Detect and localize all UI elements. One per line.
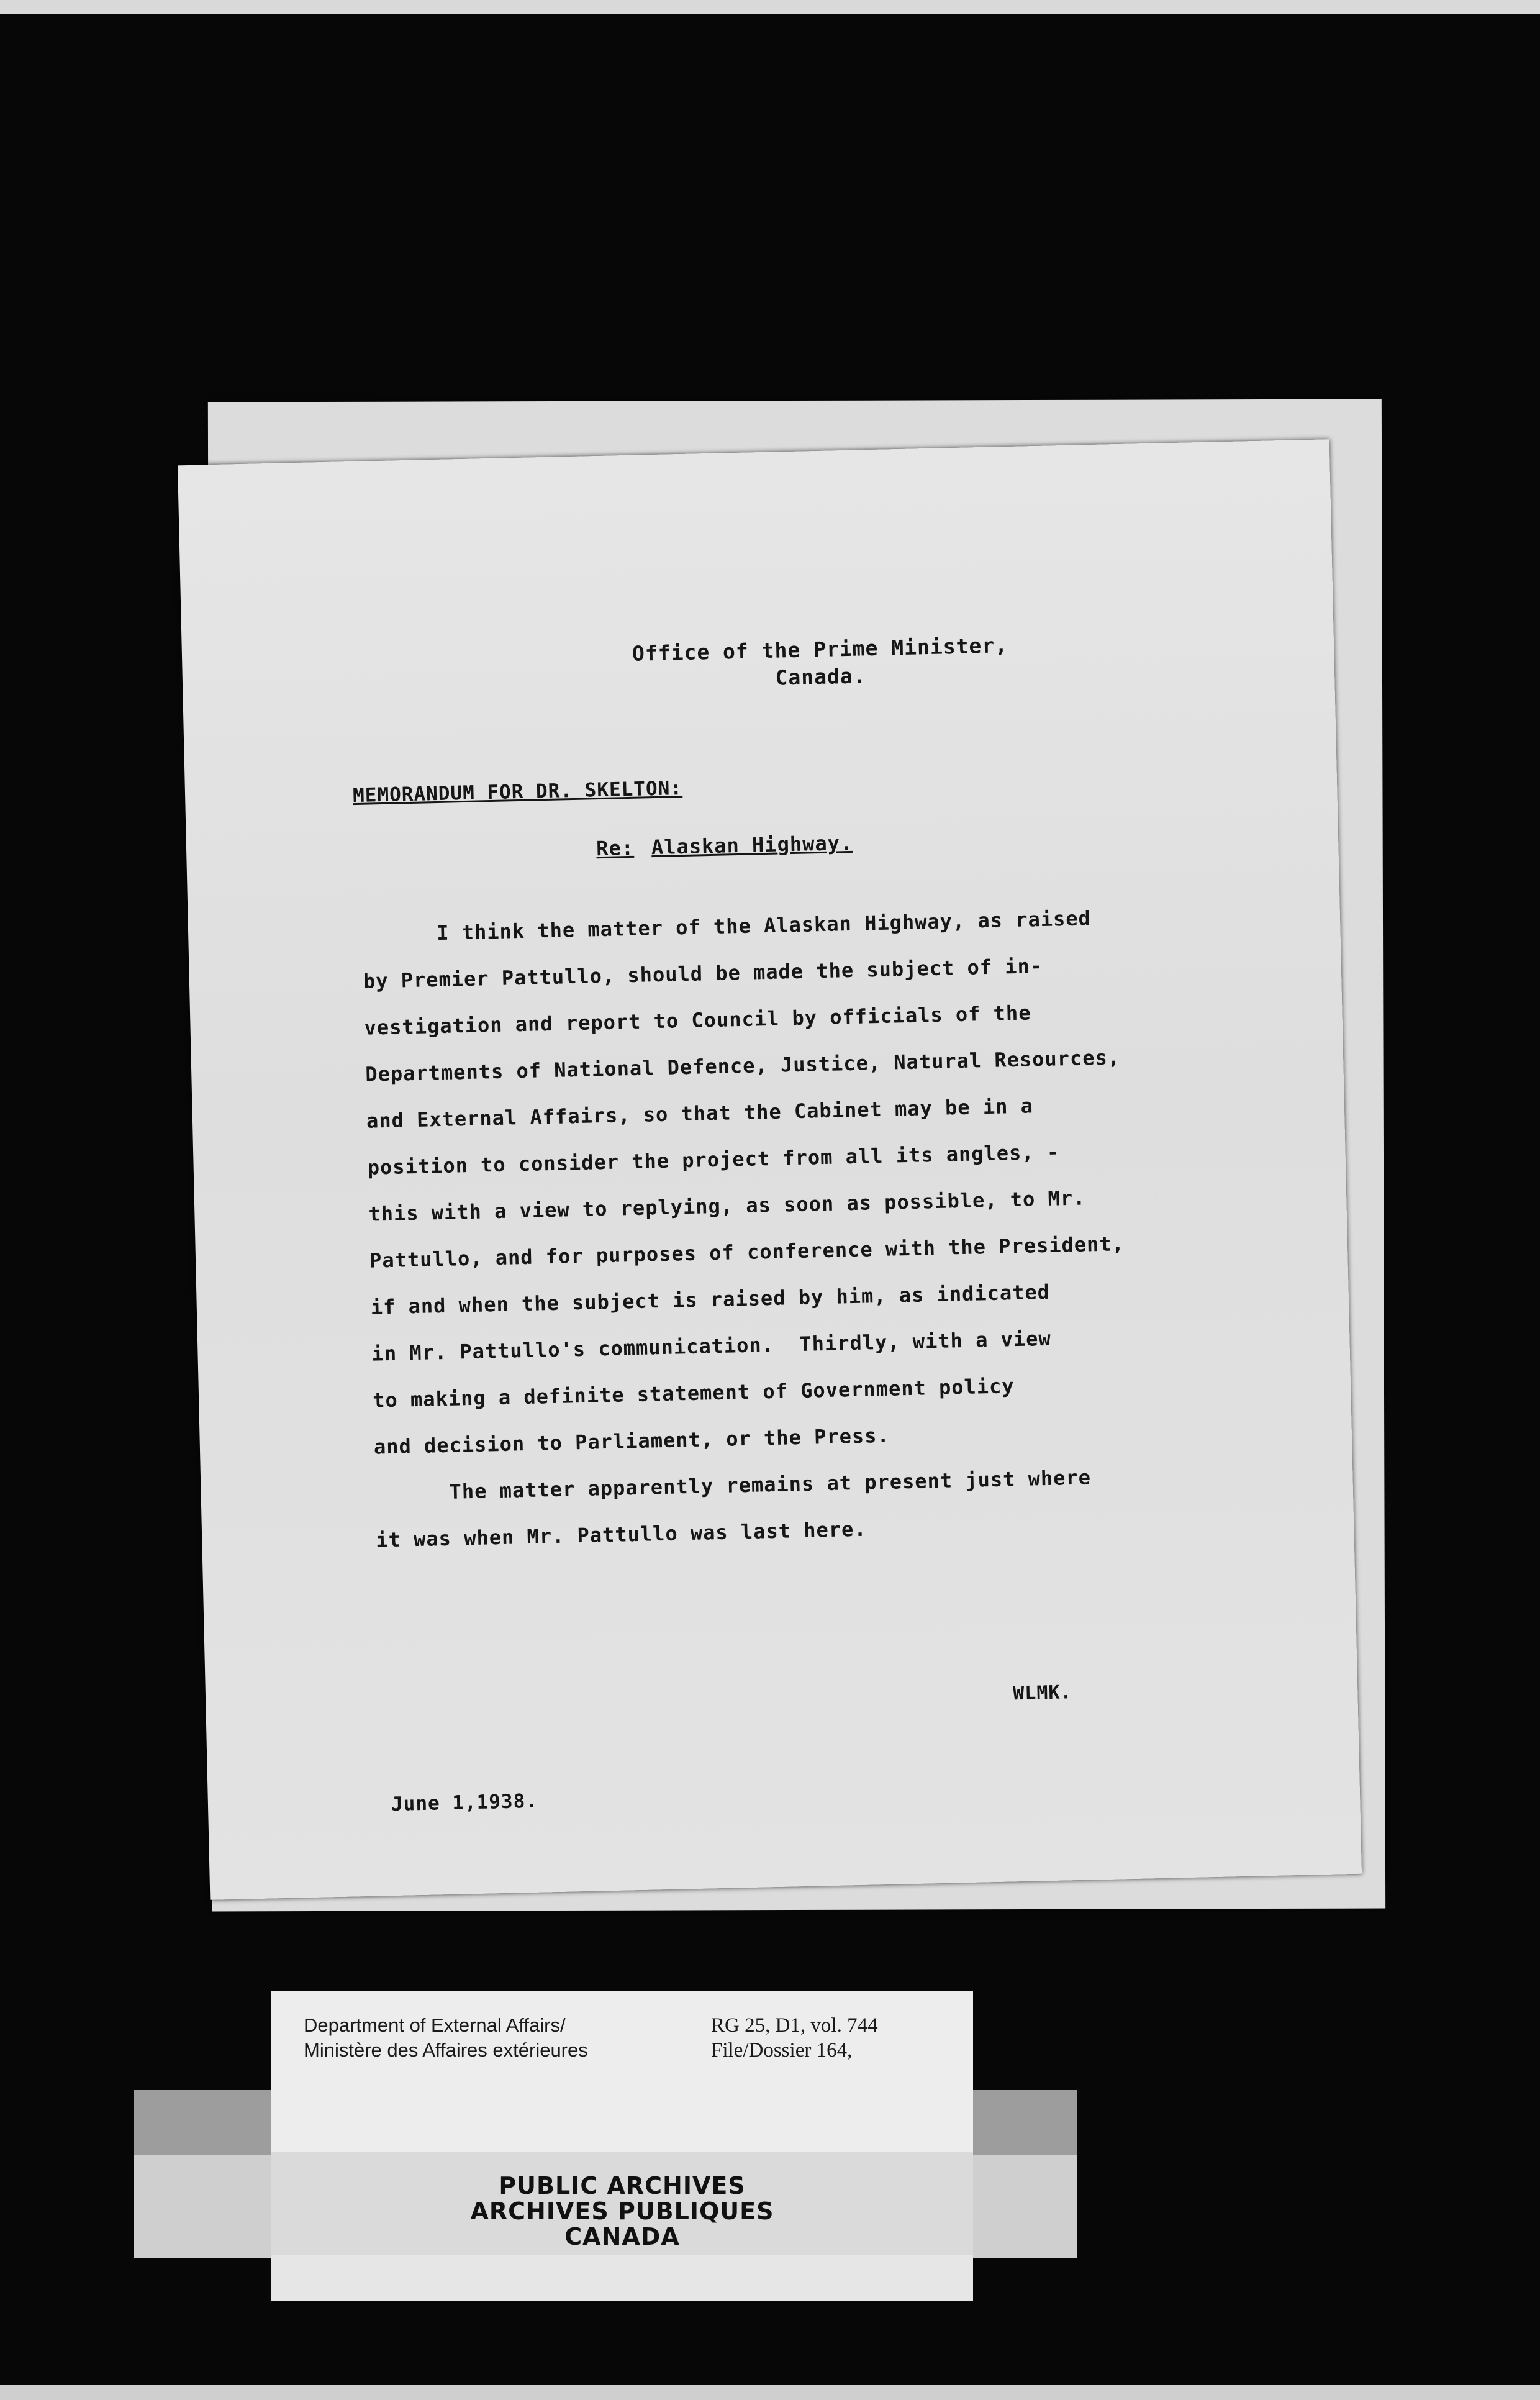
stamp-line-3: CANADA bbox=[564, 2223, 680, 2250]
file-reference: File/Dossier 164, bbox=[711, 2039, 853, 2061]
re-line bbox=[596, 831, 853, 860]
film-edge-top bbox=[0, 0, 1540, 14]
body-line: vestigation and report to Council by officials of the bbox=[364, 1001, 1031, 1040]
body-line: Pattullo, and for purposes of conference with the President, bbox=[369, 1232, 1125, 1273]
office-title-line-2: Canada. bbox=[775, 663, 866, 690]
memo-date: June 1,1938. bbox=[391, 1789, 538, 1816]
memo-heading: MEMORANDUM FOR DR. SKELTON: bbox=[352, 777, 683, 807]
stamp-line-2: ARCHIVES PUBLIQUES bbox=[470, 2198, 774, 2225]
body-line: The matter apparently remains at present just where bbox=[449, 1465, 1092, 1504]
body-line: position to consider the project from all its angles, - bbox=[367, 1140, 1060, 1180]
body-line: Departments of National Defence, Justice, Natural Resources, bbox=[365, 1045, 1121, 1086]
department-line-fr: Ministère des Affaires extérieures bbox=[304, 2039, 588, 2061]
body-line: to making a definite statement of Government policy bbox=[372, 1374, 1015, 1412]
stamp-lower-strip bbox=[271, 2255, 973, 2301]
body-line: by Premier Pattullo, should be made the subject of in- bbox=[363, 953, 1043, 993]
body-line: this with a view to replying, as soon as possible, to Mr. bbox=[368, 1186, 1086, 1226]
re-subject: Alaskan Highway. bbox=[651, 830, 853, 860]
body-line: if and when the subject is raised by him, as indicated bbox=[370, 1280, 1051, 1319]
body-line: and External Affairs, so that the Cabinet may be in a bbox=[366, 1094, 1034, 1133]
memo-body bbox=[361, 891, 1264, 1563]
archive-reference-card bbox=[271, 1991, 973, 2155]
body-line: in Mr. Pattullo's communication. Thirdly, with a view bbox=[371, 1326, 1052, 1366]
signature-initials: WLMK. bbox=[1012, 1681, 1072, 1705]
stamp-tab-right bbox=[973, 2090, 1077, 2155]
stamp-line-1: PUBLIC ARCHIVES bbox=[499, 2172, 746, 2199]
record-group-reference: RG 25, D1, vol. 744 bbox=[711, 2014, 878, 2037]
body-line: I think the matter of the Alaskan Highway, as raised bbox=[436, 906, 1092, 945]
memo-page bbox=[178, 439, 1362, 1899]
film-edge-bottom bbox=[0, 2385, 1540, 2400]
body-line: and decision to Parliament, or the Press. bbox=[373, 1423, 890, 1459]
re-label: Re: bbox=[596, 835, 635, 861]
department-line-en: Department of External Affairs/ bbox=[304, 2014, 566, 2036]
stamp-tab-left bbox=[134, 2090, 271, 2155]
public-archives-stamp bbox=[271, 2152, 973, 2255]
body-line: it was when Mr. Pattullo was last here. bbox=[375, 1517, 867, 1552]
office-title-line-1: Office of the Prime Minister, bbox=[632, 633, 1008, 666]
